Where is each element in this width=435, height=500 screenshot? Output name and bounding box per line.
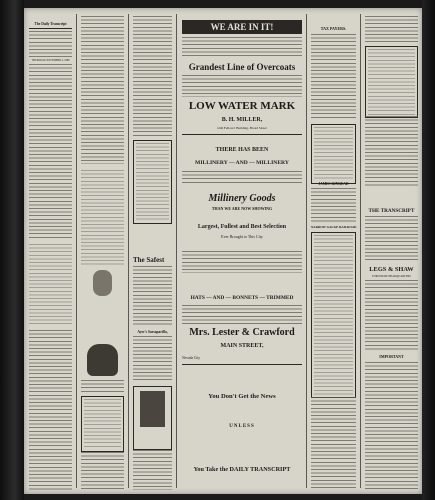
heading-tax-payers: TAX PAYERS. <box>320 26 347 31</box>
ad-important: IMPORTANT <box>379 354 404 359</box>
bonnet-illustration <box>87 344 118 376</box>
column-5 <box>309 12 358 490</box>
ad-unless: UNLESS <box>229 424 255 429</box>
article-text <box>81 452 124 490</box>
ad-nevada-city: Nevada City <box>182 356 201 360</box>
advertisement-box <box>365 46 418 118</box>
ad-mrs-lester: Mrs. Lester & Crawford <box>189 327 295 338</box>
article-text <box>81 170 124 265</box>
ad-largest-fullest: Largest, Fullest and Best Selection <box>197 224 287 230</box>
column-rule <box>306 14 307 488</box>
caption-text <box>81 380 124 392</box>
ad-furniture: FURNITURE HEADQUARTERS <box>372 275 411 278</box>
article-text <box>311 188 356 222</box>
column-2 <box>79 12 126 490</box>
advertisement-box <box>133 386 172 450</box>
article-text <box>311 34 356 120</box>
ad-there-has-been: THERE HAS BEEN <box>215 147 269 153</box>
ad-the-transcript: THE TRANSCRIPT <box>368 208 415 214</box>
ad-you-dont-get: You Don't Get the News <box>208 393 276 400</box>
column-4-ads <box>180 12 304 490</box>
ad-ever-brought: Ever Brought to This City <box>221 234 263 239</box>
article-text <box>311 397 356 490</box>
article-text <box>133 16 172 136</box>
article-text <box>365 362 418 490</box>
column-rule <box>76 14 77 488</box>
ad-low-water-mark: LOW WATER MARK <box>188 100 296 112</box>
ornament-illustration <box>93 270 112 296</box>
ad-hats-bonnets: HATS — AND — BONNETS — TRIMMED <box>190 295 294 301</box>
column-3 <box>131 12 174 490</box>
dateline: THURSDAY, NOVEMBER 4, 1886 <box>31 59 70 62</box>
ad-we-are-in-it: WE ARE IN IT! <box>182 20 302 34</box>
masthead-rule <box>29 28 72 29</box>
advertisement-box <box>311 124 356 184</box>
article-text <box>81 16 124 164</box>
book-binding <box>0 0 24 500</box>
ad-text <box>182 37 302 57</box>
ad-miller: B. H. MILLER, <box>221 117 263 123</box>
heading-railroad: NARROW GAUGE RAILROAD <box>311 225 357 229</box>
advertisement-box <box>133 140 172 224</box>
ad-legs-shaw: LEGS & SHAW <box>369 266 414 273</box>
ad-text <box>182 251 302 273</box>
ad-james-kinkead: JAMES KINKEAD <box>318 182 349 186</box>
divider <box>182 364 302 365</box>
article-text <box>29 64 72 239</box>
ad-text <box>365 216 418 260</box>
article-text <box>365 16 418 42</box>
article-text <box>29 330 72 490</box>
timetable-box <box>311 232 356 398</box>
portrait-illustration <box>140 391 165 427</box>
list-text <box>29 244 72 324</box>
ad-you-take: You Take the DAILY TRANSCRIPT <box>193 466 291 473</box>
article-text <box>133 450 172 490</box>
divider <box>182 134 302 135</box>
ad-miller-address: Odd Fellows' Building, Broad Street <box>217 126 267 130</box>
ad-text <box>133 336 172 382</box>
ad-text <box>182 171 302 184</box>
ad-millinery: MILLINERY — AND — MILLINERY <box>195 160 289 166</box>
ad-grandest-line: Grandest Line of Overcoats <box>188 62 296 72</box>
ad-text <box>182 305 302 325</box>
ad-main-street: MAIN STREET, <box>220 343 264 349</box>
column-6 <box>363 12 420 490</box>
ad-than-we-are: THAN WE ARE NOW SHOWING <box>211 206 273 211</box>
column-rule <box>176 14 177 488</box>
article-text <box>29 31 72 57</box>
ad-text <box>133 266 172 326</box>
ad-text <box>365 280 418 350</box>
ad-millinery-goods: Millinery Goods <box>208 193 276 204</box>
column-1 <box>27 12 74 490</box>
ad-the-safest: The Safest <box>133 256 165 264</box>
ad-ayers-sarsaparilla: Ayer's Sarsaparilla, <box>137 330 168 334</box>
column-rule <box>360 14 361 488</box>
ad-text <box>182 75 302 97</box>
column-rule <box>128 14 129 488</box>
newspaper-page <box>24 8 422 494</box>
article-text <box>365 116 418 186</box>
masthead-title: The Daily Transcript <box>34 22 67 26</box>
advertisement-box <box>81 396 124 452</box>
page-edge-shadow <box>422 0 435 500</box>
